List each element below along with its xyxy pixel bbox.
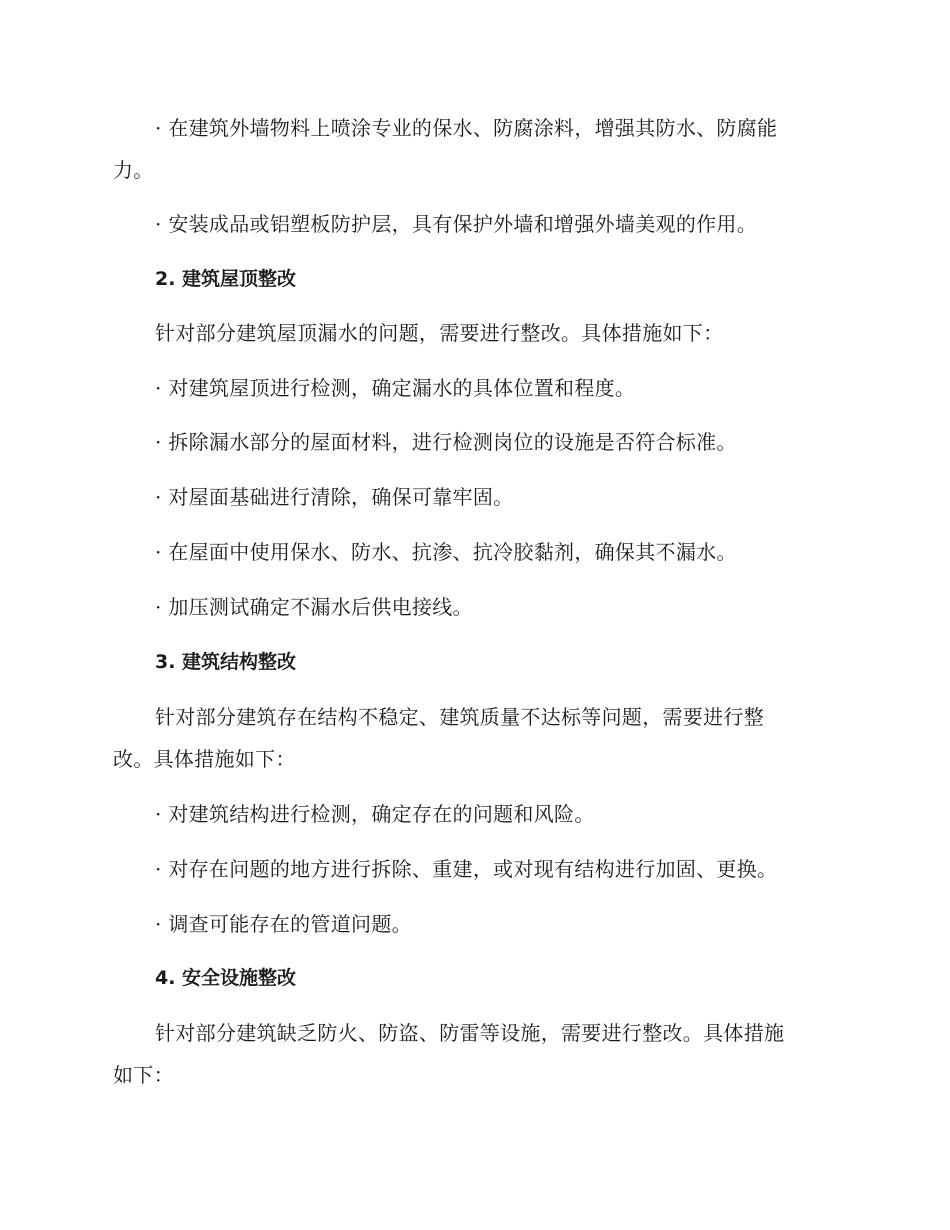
safety-intro-paragraph: 针对部分建筑缺乏防火、防盗、防雷等设施，需要进行整改。具体措施 xyxy=(155,1021,785,1045)
safety-intro-paragraph-cont: 如下： xyxy=(113,1063,174,1087)
section-heading-structure: 3. 建筑结构整改 xyxy=(155,651,297,673)
bullet-exterior-coating-cont: 力。 xyxy=(113,158,154,182)
bullet-roof-inspect: · 对建筑屋顶进行检测，确定漏水的具体位置和程度。 xyxy=(155,376,636,400)
bullet-structure-pipes: · 调查可能存在的管道问题。 xyxy=(155,912,412,936)
structure-intro-paragraph: 针对部分建筑存在结构不稳定、建筑质量不达标等问题，需要进行整 xyxy=(155,705,764,729)
structure-intro-paragraph-cont: 改。具体措施如下： xyxy=(113,747,296,771)
section-heading-safety: 4. 安全设施整改 xyxy=(155,967,297,989)
bullet-structure-rebuild: · 对存在问题的地方进行拆除、重建，或对现有结构进行加固、更换。 xyxy=(155,857,778,881)
bullet-exterior-panel: · 安装成品或铝塑板防护层，具有保护外墙和增强外墙美观的作用。 xyxy=(155,212,758,236)
section-heading-roof: 2. 建筑屋顶整改 xyxy=(155,268,297,290)
bullet-structure-inspect: · 对建筑结构进行检测，确定存在的问题和风险。 xyxy=(155,802,595,826)
bullet-exterior-coating: · 在建筑外墙物料上喷涂专业的保水、防腐涂料，增强其防水、防腐能 xyxy=(155,116,778,140)
bullet-roof-test: · 加压测试确定不漏水后供电接线。 xyxy=(155,595,473,619)
bullet-roof-clean: · 对屋面基础进行清除，确保可靠牢固。 xyxy=(155,485,514,509)
bullet-roof-waterproof: · 在屋面中使用保水、防水、抗渗、抗冷胶黏剂，确保其不漏水。 xyxy=(155,540,737,564)
roof-intro-paragraph: 针对部分建筑屋顶漏水的问题，需要进行整改。具体措施如下： xyxy=(155,321,724,345)
bullet-roof-remove: · 拆除漏水部分的屋面材料，进行检测岗位的设施是否符合标准。 xyxy=(155,430,737,454)
